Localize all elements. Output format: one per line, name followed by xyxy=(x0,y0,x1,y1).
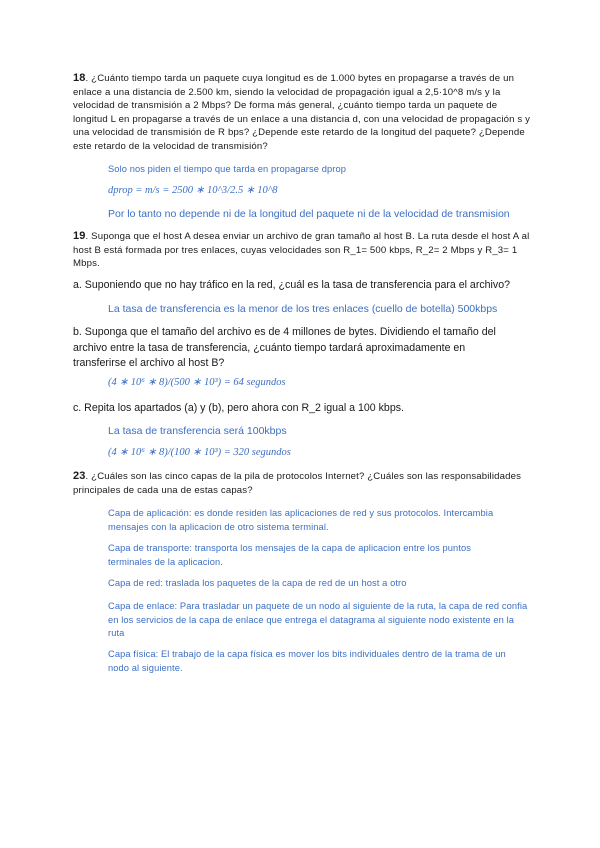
question-text: . ¿Cuánto tiempo tarda un paquete cuya longitud es de 1.000 bytes en propagarse a través de un enlace a una distancia de 2.500 km, siendo la velocidad de propagación igual a 2,5·10^8 m/s y la velocidad de transmisión a 2 Mbps? De forma más general, ¿cuánto tiempo tarda un paquete de longitud L en propagarse a través de un enlace a una distancia d, con una velocidad de propagación s y una velocidad de transmisión de R bps? ¿Depende este retardo de la longitud del paquete? ¿Depende este retardo de la velocidad de transmisión? xyxy=(73,73,531,152)
question-text: . ¿Cuáles son las cinco capas de la pila de protocolos Internet? ¿Cuáles son las responsabilidades principales de cada una de estas capas? xyxy=(73,471,522,496)
question-number: 23 xyxy=(73,470,86,482)
question-19-part-c: c. Repita los apartados (a) y (b), pero ahora con R_2 igual a 100 kbps. xyxy=(73,402,404,414)
layer-link: Capa de enlace: Para trasladar un paquete de un nodo al siguiente de la ruta, la capa de red confia en los servicios de la capa de enlace que entrega el datagrama al siguiente nodo existente en la ruta xyxy=(108,601,528,639)
question-text: . Suponga que el host A desea enviar un archivo de gran tamaño al host B. La ruta desde el host A al host B está formada por tres enlaces, cuyas velocidades son R_1= 500 kbps, R_2= 2 Mbps y R_3= 1 Mbps. xyxy=(73,231,530,269)
layer-application: Capa de aplicación: es donde residen las aplicaciones de red y sus protocolos. Intercambia mensajes con la aplicacion de otro sistema terminal. xyxy=(108,508,494,532)
question-19-part-a: a. Suponiendo que no hay tráfico en la red, ¿cuál es la tasa de transferencia para el archivo? xyxy=(73,279,510,291)
answer-19-c-rate: La tasa de transferencia será 100kbps xyxy=(108,425,287,437)
question-19 xyxy=(73,230,535,271)
question-18 xyxy=(73,72,531,153)
question-number: 19 xyxy=(73,230,86,242)
answer-19-b-formula: (4 ∗ 10⁶ ∗ 8)/(500 ∗ 10³) = 64 segundos xyxy=(108,377,286,388)
question-23 xyxy=(73,470,535,497)
layer-network: Capa de red: traslada los paquetes de la capa de red de un host a otro xyxy=(108,578,407,588)
answer-18-formula: dprop = m/s = 2500 ∗ 10^3/2.5 ∗ 10^8 xyxy=(108,185,278,196)
question-number: 18 xyxy=(73,72,86,84)
answer-18-conclusion: Por lo tanto no depende ni de la longitud del paquete ni de la velocidad de transmision xyxy=(108,208,510,220)
question-19-part-b: b. Suponga que el tamaño del archivo es de 4 millones de bytes. Dividiendo el tamaño del archivo entre la tasa de transferencia, ¿cuánto tiempo tardará aproximadamente en transferirse el archivo al host B? xyxy=(73,326,496,369)
answer-19-a: La tasa de transferencia es la menor de los tres enlaces (cuello de botella) 500kbps xyxy=(108,303,498,315)
layer-transport: Capa de transporte: transporta los mensajes de la capa de aplicacion entre los puntos terminales de la aplicacion. xyxy=(108,543,472,567)
answer-18-intro: Solo nos piden el tiempo que tarda en propagarse dprop xyxy=(108,164,346,174)
layer-physical: Capa física: El trabajo de la capa física es mover los bits individuales dentro de la trama de un nodo al siguiente. xyxy=(108,649,506,673)
answer-19-c-formula: (4 ∗ 10⁶ ∗ 8)/(100 ∗ 10³) = 320 segundos xyxy=(108,447,291,458)
